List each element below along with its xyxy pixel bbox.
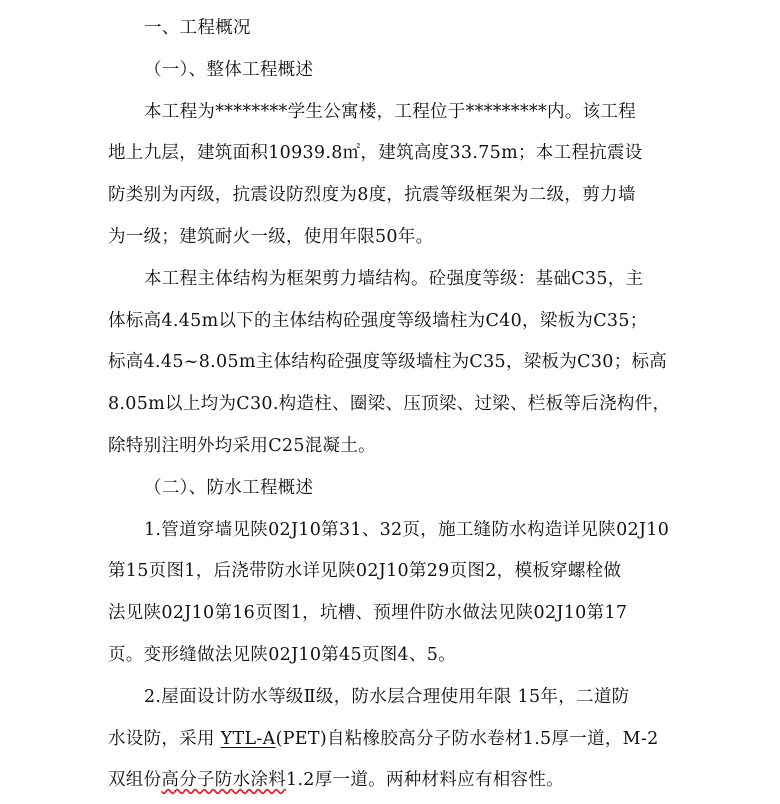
paragraph-line <box>108 760 668 802</box>
underlined-product-code: YTL-A <box>220 728 276 749</box>
paragraph-line: 体标高4.45m以下的主体结构砼强度等级墙柱为C40，梁板为C35； <box>108 310 648 331</box>
text-segment: 水设防，采用 <box>108 728 221 749</box>
text-segment: (PET)自粘橡胶高分子防水卷材1.5厚一道，M-2 <box>275 728 659 749</box>
paragraph-line: 2.屋面设计防水等级Ⅱ级，防水层合理使用年限 15年，二道防 <box>144 686 630 707</box>
paragraph-line: 除特别注明外均采用C25混凝土。 <box>108 435 376 456</box>
paragraph-line: 为一级；建筑耐火一级，使用年限50年。 <box>108 226 434 247</box>
paragraph-line <box>108 719 668 761</box>
paragraph-line: 页。变形缝做法见陕02J10第45页图4、5。 <box>108 644 456 665</box>
paragraph-line: 本工程主体结构为框架剪力墙结构。砼强度等级：基础C35，主 <box>144 268 644 289</box>
subsection-heading-overview: （一）、整体工程概述 <box>144 59 314 80</box>
paragraph-line: 防类别为丙级，抗震设防烈度为8度，抗震等级框架为二级，剪力墙 <box>108 185 636 206</box>
paragraph-line: 本工程为********学生公寓楼，工程位于*********内。该工程 <box>144 101 637 122</box>
subsection-heading-waterproofing: （二）、防水工程概述 <box>144 477 314 498</box>
spellcheck-marked-text: 高分子防水涂料 <box>161 770 287 791</box>
paragraph-line: 第15页图1，后浇带防水详见陕02J10第29页图2，模板穿螺栓做 <box>108 561 622 582</box>
text-segment: 双组份 <box>108 770 162 791</box>
paragraph-line: 1.管道穿墙见陕02J10第31、32页，施工缝防水构造详见陕02J10 <box>144 519 670 540</box>
paragraph-line: 8.05m以上均为C30.构造柱、圈梁、压顶梁、过梁、栏板等后浇构件， <box>108 394 671 415</box>
paragraph-line: 地上九层，建筑面积10939.8㎡，建筑高度33.75m；本工程抗震设 <box>108 143 643 164</box>
text-segment: 1.2厚一道。两种材料应有相容性。 <box>286 770 564 791</box>
section-heading: 一、工程概况 <box>144 18 251 38</box>
paragraph-line: 标高4.45~8.05m主体结构砼强度等级墙柱为C35，梁板为C30；标高 <box>108 352 668 373</box>
paragraph-line: 法见陕02J10第16页图1，坑槽、预埋件防水做法见陕02J10第17 <box>108 603 628 624</box>
